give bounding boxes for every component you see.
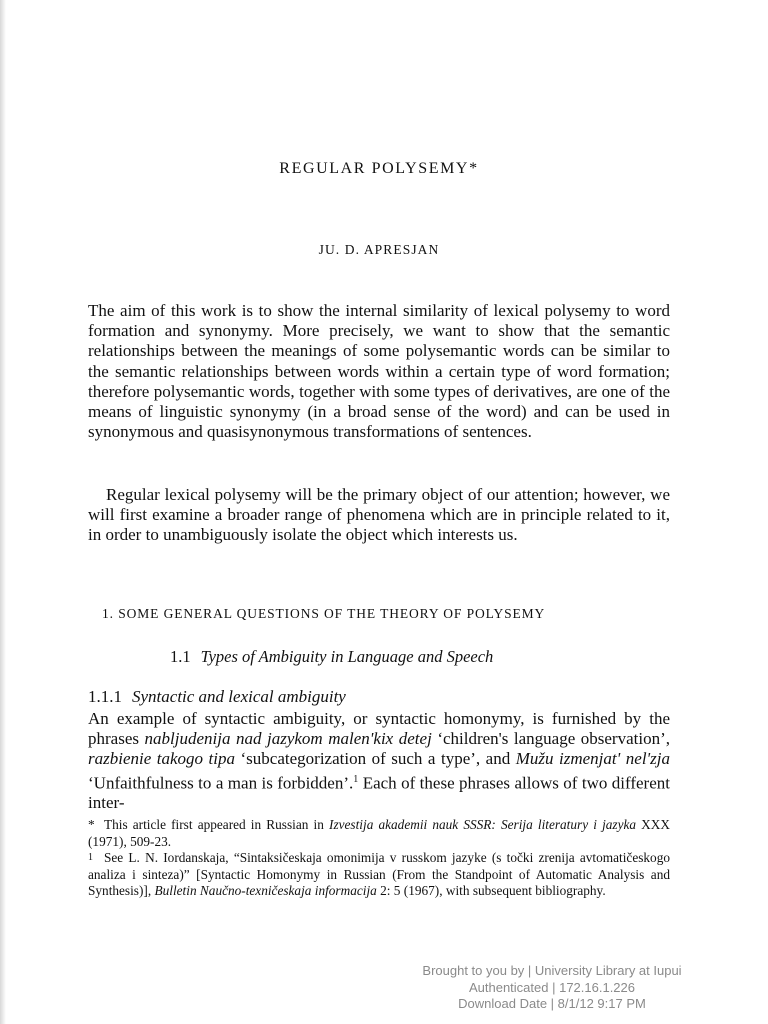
abstract-paragraph [88, 301, 670, 442]
text-run: ‘subcategorization of such a type’, and [235, 749, 516, 769]
footnote-1-mark: 1 [88, 852, 93, 864]
text-run: See L. N. Iordanskaja, “Sintaksičeskaja omonimija v russkom jazyke (s točki zrenija avtomatičeskogo analiza i sinteza)” [Syntactic Homonymy in Russian (From the Standpoint of Automatic Analysis and Synthesis)], [88, 850, 670, 899]
text-run: XXX (1971), 509-23. [88, 817, 670, 849]
subsubsection-heading [88, 687, 670, 707]
text-run: ‘children's language observation’, [431, 729, 670, 749]
scan-edge [0, 0, 6, 1024]
subsubsection-title: Syntactic and lexical ambiguity [132, 687, 346, 706]
abstract-text: The aim of this work is to show the internal similarity of lexical polysemy to word formation and synonymy. More precisely, we want to show that the semantic relationships between the meanings of some polysemantic words can be similar to the semantic relationships between words within a certain type of word formation; therefore polysemantic words, together with some types of derivatives, are one of the means of linguistic synonymy (in a broad sense of the word) and can be used in synonymous and quasisynonymous transformations of sentences. [88, 301, 670, 442]
footnote-star-mark: * [88, 817, 95, 832]
text-run: This article first appeared in Russian in [104, 817, 330, 832]
subsubsection-number: 1.1.1 [88, 687, 122, 706]
section-heading: 1. SOME GENERAL QUESTIONS OF THE THEORY OF POLYSEMY [102, 606, 546, 621]
access-watermark [392, 963, 712, 1013]
syntactic-ambiguity-paragraph [88, 709, 670, 814]
intro-paragraph [88, 485, 670, 546]
footnotes [88, 817, 670, 900]
phrase-example-3: Mužu izmenjat' nel'zja [515, 749, 671, 769]
footnote-star [88, 817, 670, 850]
intro-text: Regular lexical polysemy will be the primary object of our attention; however, we will first examine a broader range of phenomena which are in principle related to it, in order to unambiguously isolate the object which interests us. [88, 485, 670, 545]
phrase-example-1: nabljudenija nad jazykom malen'kix detej [144, 729, 432, 749]
watermark-line-provider: Brought to you by | University Library at Iupui [422, 963, 682, 978]
text-run: Each of these phrases allows of two different inter- [88, 773, 670, 813]
subsection-number: 1.1 [170, 647, 191, 666]
bulletin-title: Bulletin Naučno-texničeskaja informacija [154, 883, 377, 899]
footnote-1 [88, 850, 670, 900]
footnote-ref-1[interactable]: 1 [353, 773, 359, 785]
text-run: 2: 5 (1967), with subsequent bibliography. [376, 883, 606, 899]
article-title: REGULAR POLYSEMY* [279, 160, 479, 177]
syntactic-text [88, 709, 670, 814]
article-author: JU. D. APRESJAN [318, 242, 440, 257]
subsection-heading [170, 647, 670, 667]
text-run: ‘Unfaithfulness to a man is forbidden’. [88, 773, 354, 793]
watermark-line-auth: Authenticated | 172.16.1.226 [468, 979, 635, 995]
journal-title: Izvestija akademii nauk SSSR: Serija literatury i jazyka [329, 817, 637, 832]
text-run: An example of syntactic ambiguity, or syntactic homonymy, is furnished by the phrases [88, 709, 670, 749]
subsection-title: Types of Ambiguity in Language and Speech [200, 647, 494, 666]
watermark-line-date: Download Date | 8/1/12 9:17 PM [458, 996, 646, 1011]
phrase-example-2: razbienie takogo tipa [88, 749, 236, 769]
